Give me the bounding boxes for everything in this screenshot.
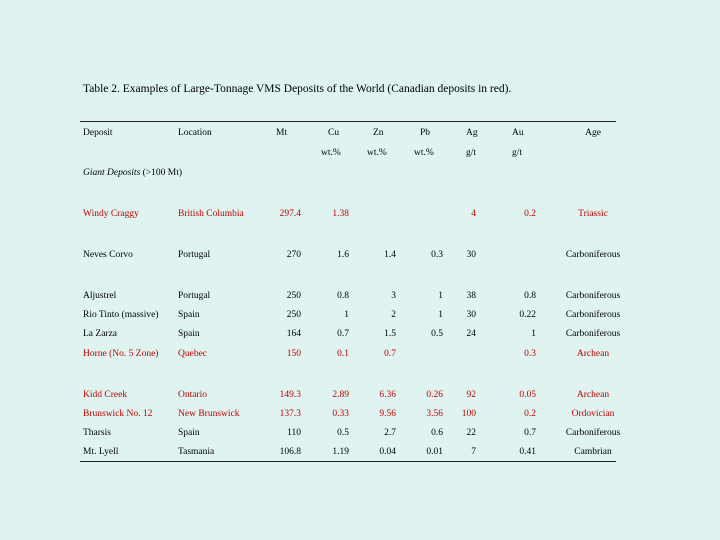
cell-zn: 9.56: [379, 409, 396, 419]
section-heading: [83, 167, 182, 179]
cell-pb: 3.56: [426, 409, 443, 419]
header-ag: Ag: [466, 128, 478, 138]
cell-mt: 270: [286, 250, 301, 260]
cell-au: 0.2: [524, 409, 536, 419]
cell-location: British Columbia: [178, 209, 244, 219]
cell-deposit: La Zarza: [83, 329, 118, 339]
cell-deposit: Aljustrel: [83, 291, 117, 301]
cell-age: Carboniferous: [565, 329, 621, 339]
table-bottom-rule: [80, 461, 616, 462]
cell-mt: 297.4: [279, 209, 301, 219]
cell-mt: 250: [286, 291, 301, 301]
header-au: Au: [512, 128, 524, 138]
cell-cu: 0.7: [337, 329, 349, 339]
cell-age: Archean: [576, 390, 610, 400]
cell-pb: 0.6: [431, 428, 443, 438]
cell-age: Carboniferous: [565, 428, 621, 438]
cell-location: Portugal: [178, 250, 211, 260]
cell-ag: 24: [466, 329, 476, 339]
cell-age: Ordovician: [571, 409, 615, 419]
cell-location: Spain: [178, 428, 200, 438]
header-zn: Zn: [373, 128, 384, 138]
cell-deposit: Windy Craggy: [83, 209, 139, 219]
cell-pb: 0.3: [431, 250, 443, 260]
unit-ag: g/t: [466, 148, 477, 158]
cell-cu: 0.1: [337, 349, 349, 359]
cell-age: Cambrian: [574, 447, 612, 457]
cell-zn: 2: [391, 310, 396, 320]
cell-zn: 6.36: [379, 390, 396, 400]
cell-ag: 4: [471, 209, 476, 219]
cell-cu: 2.89: [332, 390, 349, 400]
cell-location: New Brunswick: [178, 409, 240, 419]
cell-deposit: Rio Tinto (massive): [83, 310, 159, 320]
cell-zn: 0.04: [379, 447, 396, 457]
cell-age: Archean: [576, 349, 610, 359]
cell-age: Carboniferous: [565, 250, 621, 260]
cell-mt: 110: [287, 428, 301, 438]
cell-age: Triassic: [578, 209, 608, 219]
cell-deposit: Kidd Creek: [83, 390, 128, 400]
cell-cu: 0.33: [332, 409, 349, 419]
cell-zn: 2.7: [384, 428, 396, 438]
cell-ag: 7: [471, 447, 476, 457]
header-mt: Mt: [276, 128, 288, 138]
cell-au: 1: [531, 329, 536, 339]
cell-zn: 1.5: [384, 329, 396, 339]
cell-cu: 1: [344, 310, 349, 320]
cell-age: Carboniferous: [565, 310, 621, 320]
cell-au: 0.8: [524, 291, 536, 301]
cell-location: Tasmania: [178, 447, 215, 457]
unit-zn: wt.%: [367, 148, 387, 158]
cell-pb: 1: [438, 291, 443, 301]
cell-au: 0.2: [524, 209, 536, 219]
unit-cu: wt.%: [321, 148, 341, 158]
cell-ag: 30: [466, 310, 476, 320]
header-cu: Cu: [328, 128, 340, 138]
cell-mt: 150: [286, 349, 301, 359]
cell-deposit: Mt. Lyell: [83, 447, 119, 457]
header-pb: Pb: [420, 128, 431, 138]
cell-au: 0.22: [519, 310, 536, 320]
header-deposit: Deposit: [83, 128, 113, 138]
cell-location: Ontario: [178, 390, 208, 400]
header-age: Age: [585, 128, 601, 138]
cell-mt: 149.3: [279, 390, 301, 400]
cell-zn: 0.7: [384, 349, 396, 359]
unit-pb: wt.%: [414, 148, 434, 158]
cell-au: 0.3: [524, 349, 536, 359]
cell-cu: 1.19: [332, 447, 349, 457]
cell-zn: 1.4: [384, 250, 396, 260]
cell-ag: 22: [466, 428, 476, 438]
cell-location: Quebec: [178, 349, 208, 359]
cell-pb: 0.01: [426, 447, 443, 457]
cell-cu: 1.6: [337, 250, 349, 260]
cell-mt: 106.8: [279, 447, 301, 457]
cell-mt: 137.3: [279, 409, 301, 419]
section-heading-rest: (>100 Mt): [140, 168, 183, 178]
cell-cu: 0.8: [337, 291, 349, 301]
cell-ag: 92: [466, 390, 476, 400]
cell-age: Carboniferous: [565, 291, 621, 301]
cell-mt: 164: [286, 329, 301, 339]
cell-pb: 1: [438, 310, 443, 320]
cell-location: Spain: [178, 329, 200, 339]
cell-deposit: Neves Corvo: [83, 250, 133, 260]
cell-zn: 3: [391, 291, 396, 301]
cell-au: 0.41: [519, 447, 536, 457]
cell-cu: 1.38: [332, 209, 349, 219]
cell-au: 0.7: [524, 428, 536, 438]
cell-au: 0.05: [519, 390, 536, 400]
cell-ag: 30: [466, 250, 476, 260]
cell-ag: 100: [461, 409, 476, 419]
cell-location: Spain: [178, 310, 200, 320]
table-caption: Table 2. Examples of Large-Tonnage VMS Deposits of the World (Canadian deposits in red).: [83, 83, 512, 95]
cell-ag: 38: [466, 291, 476, 301]
cell-location: Portugal: [178, 291, 211, 301]
cell-deposit: Tharsis: [83, 428, 111, 438]
cell-pb: 0.5: [431, 329, 443, 339]
cell-pb: 0.26: [426, 390, 443, 400]
unit-au: g/t: [512, 148, 523, 158]
cell-deposit: Brunswick No. 12: [83, 409, 153, 419]
cell-cu: 0.5: [337, 428, 349, 438]
cell-mt: 250: [286, 310, 301, 320]
table-top-rule: [80, 121, 616, 122]
cell-deposit: Horne (No. 5 Zone): [83, 349, 159, 359]
section-heading-italic: Giant Deposits: [83, 168, 141, 178]
header-location: Location: [178, 128, 212, 138]
